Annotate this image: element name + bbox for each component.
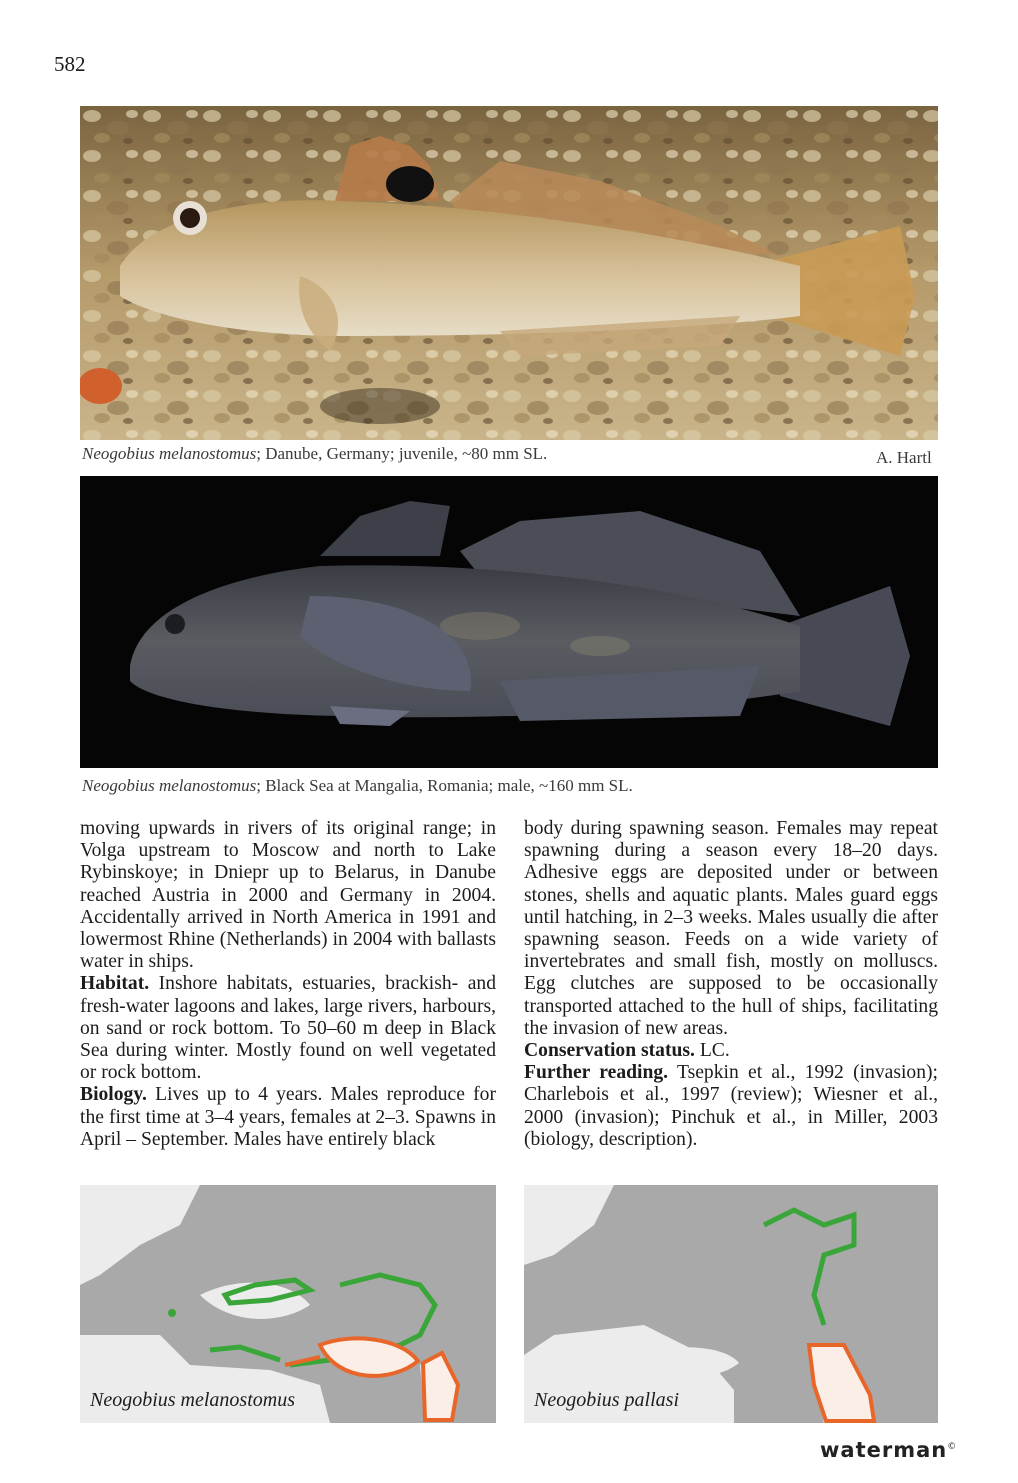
text-column-left [80, 818, 496, 1151]
copyright-mark: © [947, 1442, 958, 1452]
photo-juvenile-goby [80, 106, 938, 440]
paragraph-biology [80, 1084, 496, 1151]
photo1-caption-species: Neogobius melanostomus [82, 444, 257, 463]
publisher-logo [820, 1438, 957, 1462]
heading-conservation-status: Conservation status. [524, 1040, 695, 1062]
photo2-caption-species: Neogobius melanostomus [82, 776, 257, 795]
page-number: 582 [54, 52, 86, 76]
text-column-right [524, 818, 938, 1151]
adult-goby-illustration [80, 476, 938, 768]
photo2-caption-details: ; Black Sea at Mangalia, Romania; male, ~160 mm SL. [256, 776, 633, 795]
paragraph-body: Tsepkin et al., 1992 (invasion); Charlebois et al., 1997 (review); Wiesner et al., 2000 (invasion); Pinchuk et al., in Miller, 2003 (biology, description). [524, 1062, 938, 1150]
photo1-caption-details: ; Danube, Germany; juvenile, ~80 mm SL. [256, 444, 548, 463]
map-europe-melanostomus [80, 1185, 496, 1423]
heading-biology: Biology. [80, 1084, 147, 1106]
juvenile-goby-illustration [80, 106, 938, 440]
heading-further-reading: Further reading. [524, 1062, 669, 1084]
paragraph-distribution [80, 818, 496, 973]
photo1-caption [82, 444, 547, 464]
paragraph-body: body during spawning season. Females may repeat spawning during a season every 18–20 days. Adhesive eggs are deposited under or between stones, shells and aquatic plants. Males guard eggs until hatching, in 2–3 weeks. Males usually die after spawning season. Feeds on a wide variety of invertebrates and small fish, mostly on molluscs. Egg clutches are supposed to be occasionally transported attached to the hull of ships, facilitating the invasion of new areas. [524, 818, 938, 1039]
paragraph-body: Inshore habitats, estuaries, brackish- and fresh-water lagoons and lakes, large rivers, harbours, on sand or rock bottom. To 50–60 m deep in Black Sea during winter. Mostly found on well vegetated or rock bottom. [80, 973, 496, 1084]
paragraph-further-reading [524, 1062, 938, 1151]
map1-label: Neogobius melanostomus [90, 1389, 295, 1411]
distribution-map-melanostomus [80, 1185, 496, 1423]
distribution-map-pallasi [524, 1185, 938, 1423]
paragraph-biology-cont [524, 818, 938, 1040]
paragraph-body: moving upwards in rivers of its original range; in Volga upstream to Moscow and north to Lake Rybinskoye; in Dniepr up to Belarus, in Danube reached Austria in 2000 and Germany in 2004. Accidentally arrived in North America in 1991 and lowermost Rhine (Netherlands) in 2004 with ballasts water in ships. [80, 818, 496, 973]
map-europe-pallasi [524, 1185, 938, 1423]
photo1-credit: A. Hartl [876, 448, 932, 467]
paragraph-body: Lives up to 4 years. Males reproduce for the first time at 3–4 years, females at 2–3. Spawns in April – September. Males have entirely black [80, 1084, 496, 1150]
publisher-name: waterman [820, 1438, 948, 1462]
photo-adult-male-goby [80, 476, 938, 768]
map2-label: Neogobius pallasi [534, 1389, 680, 1411]
paragraph-body: LC. [694, 1040, 730, 1062]
photo2-caption [82, 776, 633, 796]
heading-habitat: Habitat. [80, 973, 150, 995]
paragraph-conservation [524, 1040, 938, 1062]
paragraph-habitat [80, 973, 496, 1084]
